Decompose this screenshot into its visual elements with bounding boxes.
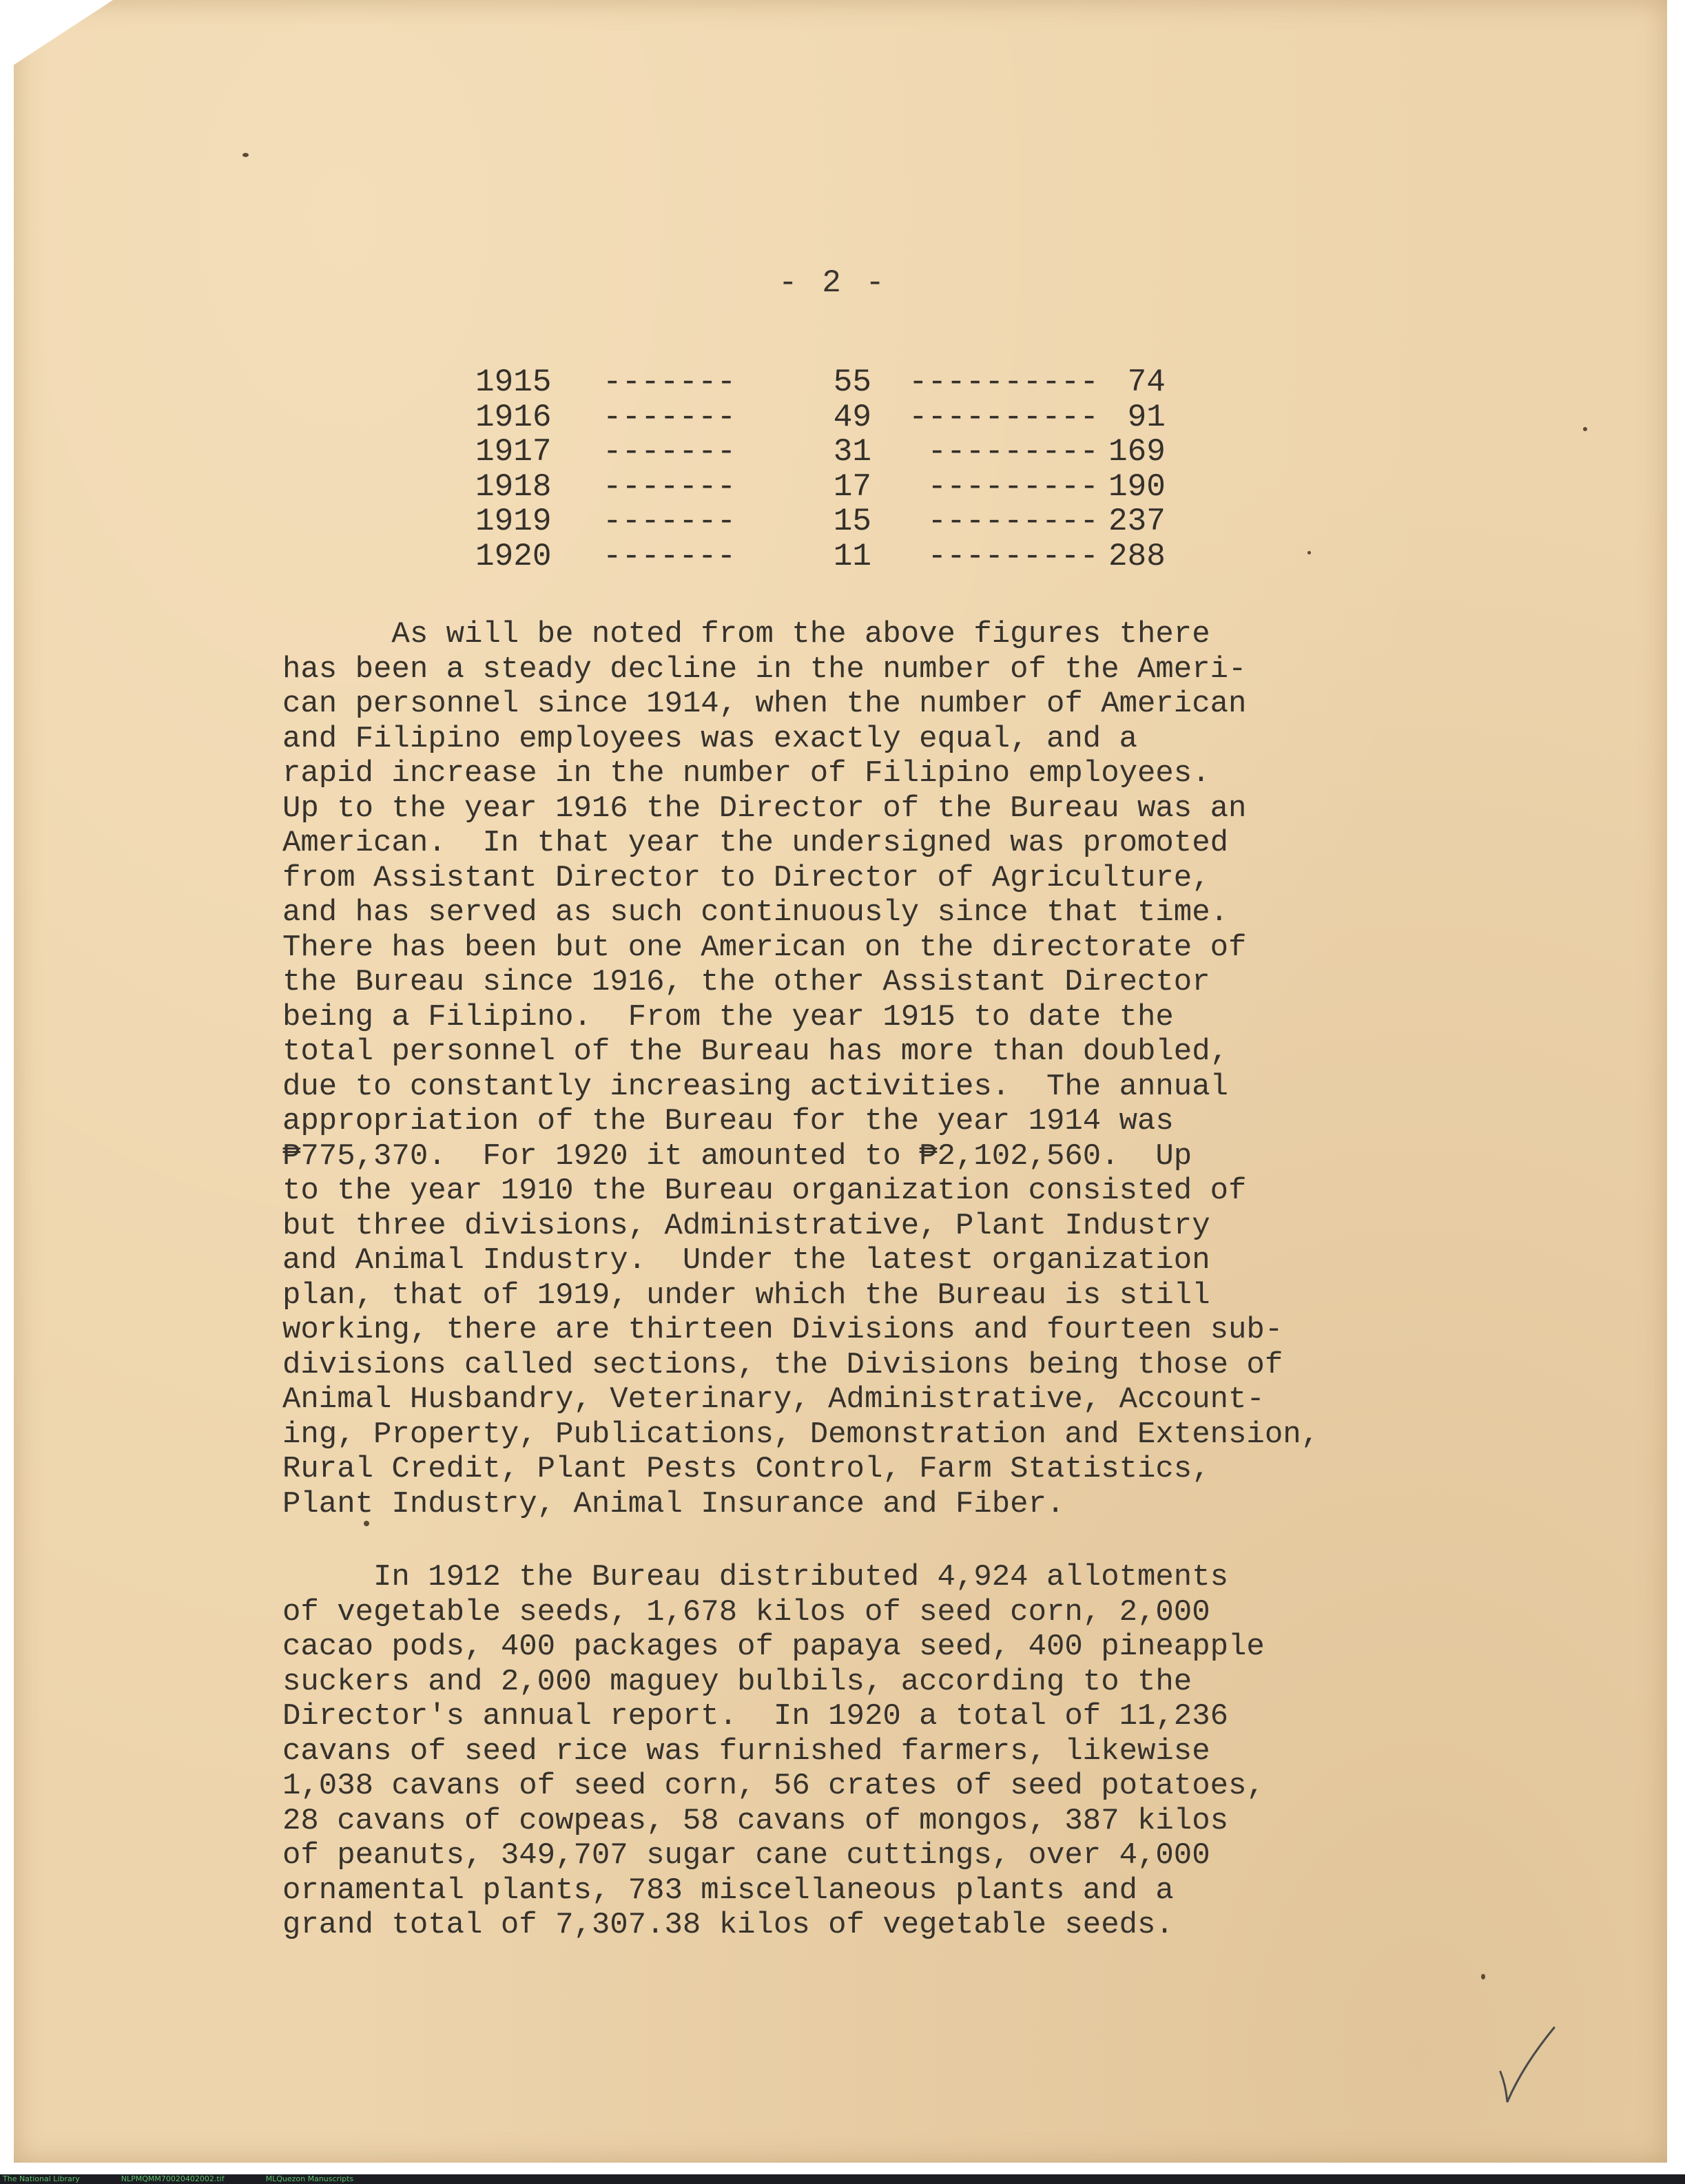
year-cell: 1919 — [475, 503, 552, 539]
table-row — [475, 400, 1166, 435]
dash-leader: --------- — [927, 468, 1099, 505]
american-count-cell: 55 — [833, 364, 871, 400]
footer-collection: MLQuezon Manuscripts — [265, 2174, 354, 2183]
pencil-checkmark-icon — [1495, 2025, 1557, 2108]
text-line: and Filipino employees was exactly equal, and a — [282, 721, 1138, 756]
text-line: divisions called sections, the Divisions being those of — [282, 1347, 1283, 1382]
text-line: appropriation of the Bureau for the year 1914 was — [282, 1104, 1174, 1138]
ink-spot — [1481, 1974, 1485, 1979]
text-line: ornamental plants, 783 miscellaneous plants and a — [282, 1873, 1174, 1908]
american-count-cell: 11 — [833, 538, 871, 574]
text-line: has been a steady decline in the number of the Ameri- — [282, 652, 1247, 687]
filipino-count-cell: 288 — [1108, 538, 1166, 574]
text-line: but three divisions, Administrative, Plant Industry — [282, 1208, 1210, 1243]
dash-leader: --------- — [927, 538, 1099, 574]
dash-leader: ------- — [603, 503, 736, 539]
american-count-cell: 31 — [833, 434, 871, 470]
text-line: can personnel since 1914, when the number of American — [282, 687, 1247, 721]
year-cell: 1915 — [475, 364, 552, 400]
table-row — [475, 470, 1166, 505]
filipino-count-cell: 91 — [1127, 399, 1166, 435]
dash-leader: ------- — [603, 468, 736, 505]
text-line: Animal Husbandry, Veterinary, Administrative, Account- — [282, 1382, 1265, 1417]
text-line: total personnel of the Bureau has more than doubled, — [282, 1034, 1229, 1069]
text-line: from Assistant Director to Director of Agriculture, — [282, 860, 1210, 895]
dash-leader: ------- — [603, 434, 736, 470]
text-line: to the year 1910 the Bureau organization consisted of — [282, 1174, 1247, 1208]
footer-filename: NLPMQMM70020402002.tif — [121, 2174, 225, 2183]
dash-leader: ------- — [603, 538, 736, 574]
year-cell: 1917 — [475, 434, 552, 470]
dash-leader: ---------- — [908, 364, 1099, 400]
year-cell: 1916 — [475, 399, 552, 435]
text-line: 1,038 cavans of seed corn, 56 crates of seed potatoes, — [282, 1769, 1265, 1803]
text-line: rapid increase in the number of Filipino employees. — [282, 756, 1210, 791]
text-line: 28 cavans of cowpeas, 58 cavans of mongos, 387 kilos — [282, 1803, 1229, 1838]
dash-leader: ------- — [603, 364, 736, 400]
text-line: cavans of seed rice was furnished farmers, likewise — [282, 1734, 1210, 1769]
ink-spot — [1307, 551, 1311, 554]
dash-leader: --------- — [927, 503, 1099, 539]
text-line: As will be noted from the above figures there — [282, 617, 1210, 652]
table-row — [475, 435, 1166, 470]
text-line: grand total of 7,307.38 kilos of vegetable seeds. — [282, 1908, 1174, 1942]
personnel-table — [475, 365, 1166, 574]
text-line: cacao pods, 400 packages of papaya seed, 400 pineapple — [282, 1630, 1265, 1664]
text-line: and Animal Industry. Under the latest organization — [282, 1243, 1210, 1278]
text-line: ing, Property, Publications, Demonstration and Extension, — [282, 1417, 1320, 1452]
ink-spot — [364, 1521, 369, 1526]
dash-leader: --------- — [927, 434, 1099, 470]
text-line: of vegetable seeds, 1,678 kilos of seed corn, 2,000 — [282, 1594, 1210, 1630]
text-line: Rural Credit, Plant Pests Control, Farm Statistics, — [282, 1452, 1210, 1486]
table-row — [475, 365, 1166, 400]
text-line: Director's annual report. In 1920 a total of 11,236 — [282, 1699, 1229, 1734]
text-line: the Bureau since 1916, the other Assistant Director — [282, 965, 1210, 999]
text-line: Plant Industry, Animal Insurance and Fiber. — [282, 1486, 1065, 1521]
text-line: American. In that year the undersigned was promoted — [282, 826, 1229, 860]
text-line: suckers and 2,000 maguey bulbils, according to the — [282, 1664, 1192, 1699]
american-count-cell: 15 — [833, 503, 871, 539]
text-line: ₱775,370. For 1920 it amounted to ₱2,102,560. Up — [282, 1138, 1192, 1174]
table-row — [475, 504, 1166, 539]
american-count-cell: 49 — [833, 399, 871, 435]
footer-library: The National Library — [3, 2174, 80, 2183]
text-line: of peanuts, 349,707 sugar cane cuttings, over 4,000 — [282, 1838, 1210, 1873]
text-line: Up to the year 1916 the Director of the Bureau was an — [282, 791, 1247, 826]
text-line: due to constantly increasing activities. The annual — [282, 1069, 1229, 1104]
filipino-count-cell: 169 — [1108, 434, 1166, 470]
text-line: working, there are thirteen Divisions and fourteen sub- — [282, 1313, 1283, 1347]
filipino-count-cell: 74 — [1127, 364, 1166, 400]
filipino-count-cell: 190 — [1108, 468, 1166, 505]
filipino-count-cell: 237 — [1108, 503, 1166, 539]
scan-footer-bar — [0, 2174, 1685, 2184]
ink-spot — [1583, 427, 1587, 431]
page-number: - 2 - — [778, 265, 888, 301]
body-paragraph-seed-distribution — [282, 1560, 1467, 1943]
text-line: being a Filipino. From the year 1915 to date the — [282, 999, 1174, 1034]
text-line: In 1912 the Bureau distributed 4,924 allotments — [282, 1560, 1229, 1594]
text-line: plan, that of 1919, under which the Bureau is still — [282, 1278, 1210, 1313]
text-line: There has been but one American on the directorate of — [282, 930, 1247, 965]
body-paragraph-personnel — [282, 617, 1467, 1521]
year-cell: 1918 — [475, 468, 552, 505]
table-row — [475, 539, 1166, 574]
year-cell: 1920 — [475, 538, 552, 574]
dash-leader: ---------- — [908, 399, 1099, 435]
ink-spot — [242, 153, 249, 157]
american-count-cell: 17 — [833, 468, 871, 505]
text-line: and has served as such continuously since that time. — [282, 895, 1229, 930]
dash-leader: ------- — [603, 399, 736, 435]
